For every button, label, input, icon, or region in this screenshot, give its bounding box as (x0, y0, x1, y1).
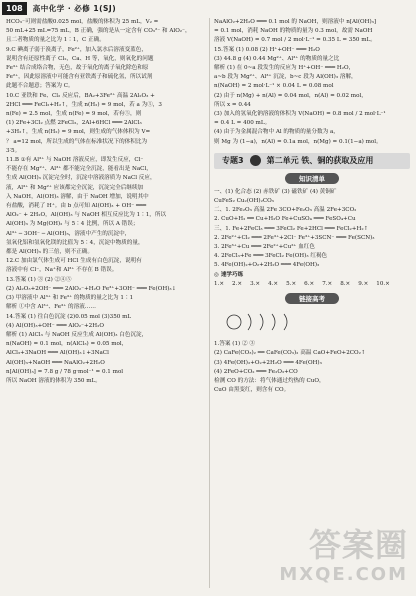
page-header (0, 0, 416, 16)
quick-check-item: 8.× (340, 280, 351, 287)
answer-line: (4) 2FeO+CO₂ ═══ Fe₂O₃+CO (214, 368, 298, 375)
text-line: (3) 44.8 g (4) 0.44 Mg²⁺、Al³⁺ 的物质的量之比 (214, 55, 340, 62)
watermark-line1: 答案圈 (308, 526, 408, 564)
text-line: Al(OH)₃+NaOH ═══ NaAlO₂+2H₂O (6, 359, 105, 366)
quick-check-label: ◎ 速学巧练 (214, 271, 244, 278)
watermark-logo (279, 526, 408, 590)
text-line: AlO₂⁻ + 2H₂O，Al(OH)₃ 与 NaOH 相互反应比为 1∶1，所以 (6, 212, 167, 219)
text-line: Fe³⁺ 结合成络合物，无色，故于氧化的离子氧化除色和原 (6, 65, 149, 72)
knowledge-line: 5. 4Fe(OH)₂+O₂+2H₂O ═══ 4Fe(OH)₃ (214, 262, 320, 269)
text-line: = 0.4 L = 400 mL。 (214, 120, 271, 127)
answer-line: 检测 CO 的方法：将气体通过灼热的 CuO， (214, 378, 325, 385)
text-line: (3) 甲溶液中 Al³⁺ 和 Fe³⁺ 的物质的量之比为 1∶1 (6, 295, 134, 302)
knowledge-line: CuFeS₂ Cu₂(OH)₂CO₃ (214, 198, 274, 205)
text-line: n(NaOH) = 0.1 mol，n(AlCl₃) = 0.05 mol， (6, 341, 128, 348)
text-line: 3∶5。 (6, 147, 21, 154)
right-column (214, 18, 410, 590)
atom-structure-diagram (222, 311, 342, 333)
page-number: 108 (2, 2, 27, 15)
text-line: 溶液中有 Cl⁻，Na⁺和 Al³⁺ 不存在 B 错误。 (6, 267, 118, 274)
electron-shell-2 (260, 314, 263, 330)
knowledge-list (214, 188, 410, 271)
text-line: n[Al(OH)₃] = 7.8 g / 78 g·mol⁻¹ = 0.1 mol (6, 368, 124, 375)
text-line: 说明含有还原性离子 Cl₂，Ca、H 等，氧化，则氧化的问题 (6, 55, 154, 62)
text-line: (3) 加入的氢氧化钠溶液的体积为 V(NaOH) = 0.8 mol / 2 mol·L⁻¹ (214, 111, 386, 118)
text-line: 13.答案 (1) ③ (2) ②④⑤ (6, 276, 72, 283)
text-line: 12.C 加由氯气体生成可 HCl 生成有白色沉淀，说明有 (6, 258, 142, 265)
text-line: 9.C 碘离子弱于溴离子，Fe²⁺，加入氯水后溶液变蓝色， (6, 46, 147, 53)
answer-line: CuO 由黑变红，则含有 CO。 (214, 387, 290, 394)
nucleus-shape (227, 315, 241, 329)
text-line: 11.B ①有 Al³⁺ 与 NaOH 溶液反应，即发生反应，Cl⁻ (6, 157, 144, 164)
text-line: (1) 2Fe+3Cl₂ 点燃 2FeCl₃，2Al+6HCl ═══ 2AlCl₃ (6, 120, 142, 127)
answer-line: (2) CaFe(CO₃)₂ ══ CaFe(CO₃)₂ 高温 CaO+FeO+2CO₂↑ (214, 350, 366, 357)
text-line: ？ a=12 mol，所以生成的气体在标准状况下的体积比为 (6, 138, 148, 145)
text-line: 解析 ①中含 Al³⁺、Fe³⁺ 的溶液…… (6, 304, 96, 311)
text-line: n(Fe) = 2.5 mol，生成 n(Fe) = 9 mol，若有⑤，则 (6, 111, 142, 118)
quick-check-item: 6.× (304, 280, 315, 287)
text-line: 15.答案 (1) 0.08 (2) H⁺+OH⁻ ═══ H₂O (214, 46, 320, 53)
text-line: a~b 段为 Mg²⁺、Al³⁺ 沉淀，b~c 段为 Al(OH)₃ 溶解， (214, 74, 357, 81)
text-line: n(NaOH) = 2 mol·L⁻¹ × 0.04 L = 0.08 mol (214, 83, 334, 90)
text-line: (4) Al(OH)₃+OH⁻ ═══ AlO₂⁻+2H₂O (6, 322, 104, 329)
knowledge-line: 2. 2Fe²⁺+Cl₂ ═══ 2Fe³⁺+2Cl⁻ Fe³⁺+3SCN⁻ ═══ Fe(SCN)₃ (214, 234, 375, 241)
knowledge-line: 一、(1) 化合态 (2) 赤铁矿 (3) 磁铁矿 (4) 黄铜矿 (214, 188, 337, 195)
link-gaokao-pill: 链接高考 (285, 293, 339, 304)
text-line: 都是 Al(OH)₃ 的三倍，则不正确。 (6, 249, 93, 256)
right-text-block (214, 18, 410, 147)
knowledge-line: 3. 2Fe³⁺+Cu ═══ 2Fe²⁺+Cu²⁺ 血红色 (214, 244, 315, 251)
watermark-line2: MXQE.COM (279, 564, 408, 585)
quick-check-item: 2.× (232, 280, 243, 287)
knowledge-list-pill: 知识清单 (285, 173, 339, 184)
section-title: 第二单元 铁、铜的获取及应用 (266, 156, 374, 166)
header-title: 高中化学 · 必修 1(SJ) (32, 3, 117, 13)
text-line: HCO₃⁻可则需盐酸0.025 mol，盐酸的体积为 25 mL，V₂ = (6, 19, 159, 25)
section-chapter: 专题3 (222, 156, 244, 166)
quick-check-answers (214, 280, 410, 289)
text-line: 则 Mg 为 (1−a)，n(Al) = 0.1a mol，n(Mg) = 0.1(1−a) mol。 (214, 138, 382, 145)
text-line: 有盐酸，消耗了 H⁺。由 b 点可知 Al(OH)₃ + OH⁻ ═══ (6, 203, 147, 210)
text-line: 2HCl ═══ FeCl₂+H₂↑，生成 n(H₂) = 9 mol，若 a 为⑤，3 (6, 101, 162, 108)
text-line: (4) 由于为金属混合物中 Al 的物质的量分数为 a， (214, 129, 339, 136)
electron-shell-3 (272, 314, 275, 330)
answer-line: 1.答案 (1) ② ③ (214, 341, 255, 348)
answer-line: (3) 4Fe(OH)₂+O₂+2H₂O ═══ 4Fe(OH)₃ (214, 359, 322, 366)
text-line: 10.C 亚铁和 Fe、Cl₂ 反应后，BA₂+3Fe²⁺ 高温 2Al₂O₃ + (6, 92, 155, 99)
quick-check-item: 4.× (268, 280, 279, 287)
text-line: 所以 NaOH 溶液的体积为 350 mL。 (6, 377, 101, 384)
knowledge-line: 二、1. 2Fe₂O₃ 高温 2Fe 3CO+Fe₂O₃ 高温 2Fe+3CO₂ (214, 207, 357, 214)
left-text-block (6, 18, 206, 386)
section-bar (214, 153, 410, 169)
knowledge-line: 4. 2FeCl₃+Fe ═══ 3FeCl₂ Fe(OH)₃ 红褐色 (214, 253, 328, 260)
knowledge-line: 2. CuO+H₂ ══ Cu+H₂O Fe+CuSO₄ ═══ FeSO₄+Cu (214, 216, 356, 223)
text-line: 解析 (1) AlCl₃ 与 NaOH 反应生成 Al(OH)₃ 白色沉淀， (6, 331, 148, 338)
link-gaokao-answers (214, 340, 410, 395)
text-line: AlCl₃+3NaOH ═══ Al(OH)₃↓+3NaCl (6, 350, 109, 357)
text-line: (2) Al₂O₃+2OH⁻ ═══ 2AlO₂⁻+H₂O Fe³⁺+3OH⁻ ═══ Fe(OH)₃↓ (6, 285, 177, 292)
text-line: 50 mL+25 mL=75 mL，B 正确，强的是从一定含有 CO₃²⁻ 和 AlO₂⁻， (6, 28, 191, 35)
knowledge-line: 三、1. Fe+2FeCl₃ ═══ 3FeCl₂ Fe+2HCl ═══ FeCl₂+H₂↑ (214, 225, 369, 232)
text-line: NaAlO₂+2H₂O ═══ 0.1 mol 的 NaOH，则溶液中 n[Al(OH)₃] (214, 19, 377, 25)
electron-shell-1 (248, 314, 251, 330)
text-line: 液，Al³⁺ 和 Mg²⁺ 应该都完全沉淀，沉淀完全后继续加 (6, 184, 144, 191)
text-line: 不能存在 Mg²⁺、Al³⁺ 都不能完全沉淀，能看出是 NaCl， (6, 166, 152, 173)
text-line: 氢氧化铝和氢氧化镁的比值为 5∶4，沉淀中物质的量， (6, 239, 144, 246)
column-divider (209, 18, 210, 588)
section-badge-icon (250, 155, 261, 166)
electron-shell-4 (284, 314, 287, 330)
text-line: 生成 Al(OH)₃ 沉淀完全时，沉淀中溶液溶质为 NaCl 反应， (6, 175, 156, 182)
quick-check-item: 3.× (250, 280, 261, 287)
text-line: Al(OH)₃ 为 Mg(OH)₂ 与 5∶4 比例，所以 A 错误； (6, 221, 139, 228)
text-line: 入 NaOH，Al(OH)₃ 溶解，由于 NaOH 增加，说明其中 (6, 193, 149, 200)
quick-check-item: 7.× (322, 280, 333, 287)
text-line: 且二者物质的量之比为 1∶1，C 正确。 (6, 37, 105, 44)
quick-check-item: 9.× (358, 280, 369, 287)
text-line: 解析 (1) 在 0~a 段发生的反应为 H⁺+OH⁻ ═══ H₂O， (214, 65, 355, 72)
left-column (6, 18, 206, 590)
text-line: 所以 x = 0.44 (214, 101, 251, 108)
text-line: +3H₂↑，生成 n(H₂) = 9 mol，则生成的气体体积为 V= (6, 129, 151, 136)
text-line: 14.答案 (1) 往白色沉淀 (2)0.05 mol (3)350 mL (6, 313, 132, 320)
text-line: 溶液 V(NaOH) = 0.7 mol / 2 mol·L⁻¹ = 0.35 L = 350 mL。 (214, 37, 376, 44)
text-line: (2) 由于 n(Mg) + n(Al) = 0.04 mol，n(Al) = 0.02 mol， (214, 92, 367, 99)
quick-check-item: 1.× (214, 280, 225, 287)
text-line: 此题不合题意；答案为 C。 (6, 83, 74, 90)
text-line: Fe²⁺，因此原溶液中可能含有亚铁离子和硫化氢，所以试剂 (6, 74, 153, 81)
text-line: = 0.1 mol，消耗 NaOH 的物质的量为 0.3 mol，故需 NaOH (214, 28, 373, 35)
quick-check-item: 10.× (376, 280, 390, 287)
text-line: Al³⁺ ─ 3OH⁻ ─ Al(OH)₃，溶液中产生的沉淀中， (6, 230, 131, 237)
quick-check-item: 5.× (286, 280, 297, 287)
